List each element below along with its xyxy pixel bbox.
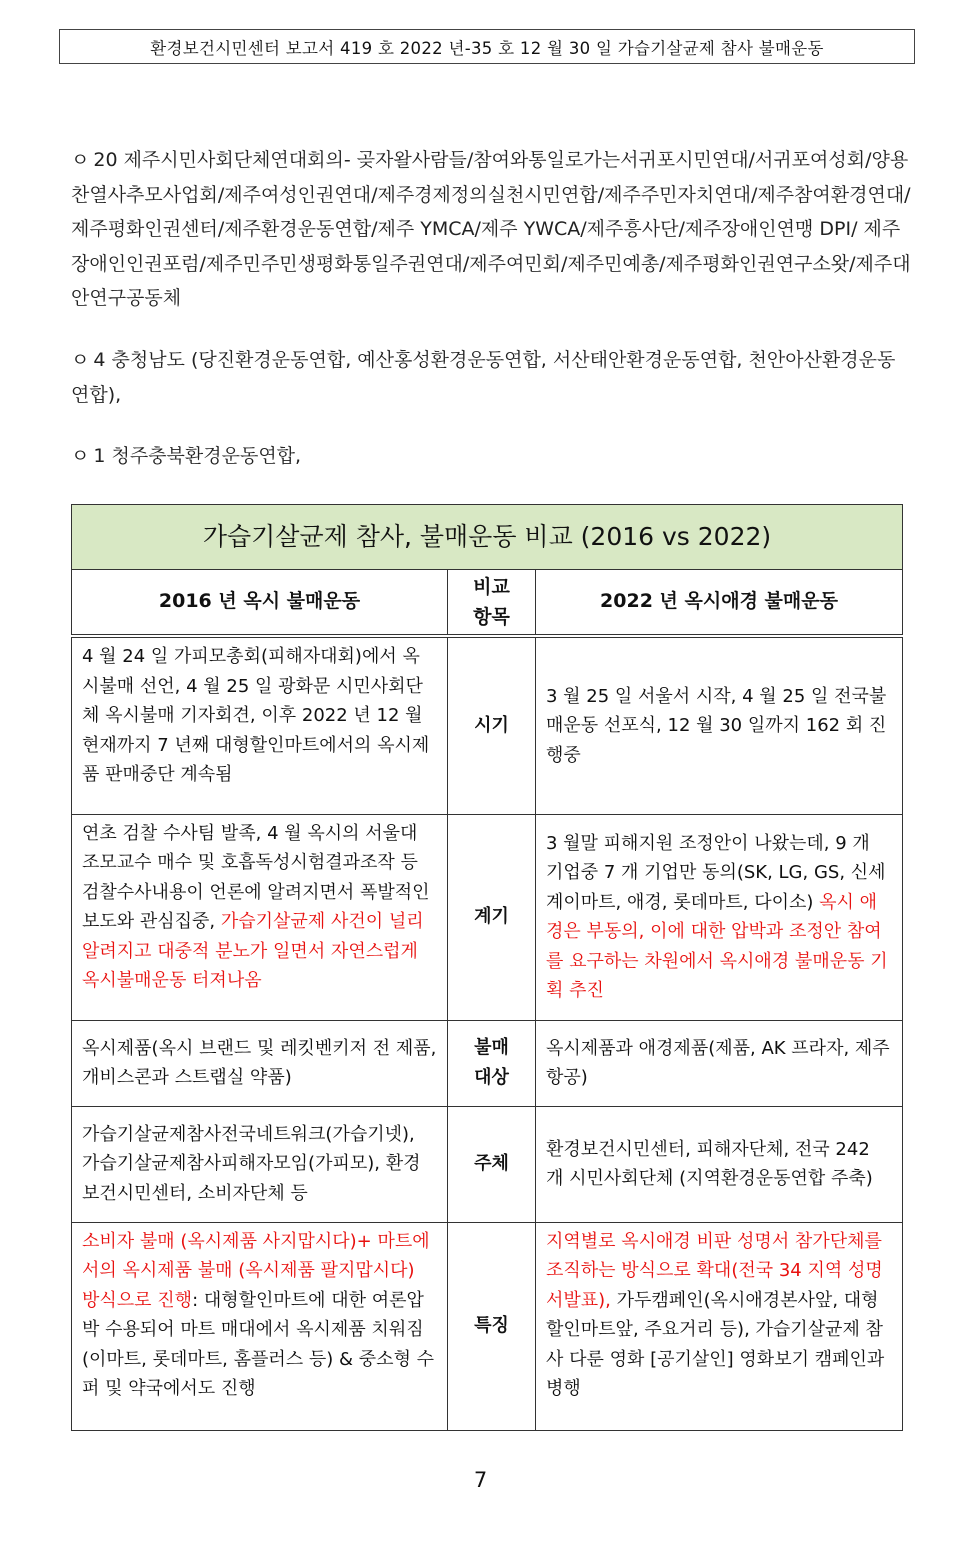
table-row — [72, 814, 903, 1020]
cell-text: 가두캠페인(옥시애경본사앞, 대형할인마트앞, 주요거리 등), 가습기살균제 참사 다룬 영화 [공기살인] 영화보기 캠페인과 병행 — [546, 1289, 885, 1399]
comparison-table — [71, 504, 903, 1431]
cell-2016-actor: 가습기살균제참사전국네트워크(가습기넷), 가습기살균제참사피해자모임(가피모), 환경보건시민센터, 소비자단체 등 — [72, 1106, 448, 1222]
cell-text-highlight: 옥시 애경은 부동의, 이에 대한 압박과 조정안 참여를 요구하는 차원에서 옥시애경 불매운동 기획 추진 — [546, 891, 888, 1001]
table-row — [72, 1106, 903, 1222]
bullet: ㅇ — [71, 445, 90, 467]
cell-text-highlight: 소비자 불매 (옥시제품 사지맙시다)+ 마트에서의 옥시제품 불매 (옥시제품 팔지맙시다) 방식으로 진행 — [82, 1230, 430, 1311]
table-row — [72, 1222, 903, 1430]
table-header-row — [72, 570, 903, 637]
cell-2022-period: 3 월 25 일 서울서 시작, 4 월 25 일 전국불매운동 선포식, 12 월 30 일까지 162 회 진행중 — [536, 636, 903, 814]
cell-text: 3 월말 피해지원 조정안이 나왔는데, 9 개 기업중 7 개 기업만 동의(SK, LG, GS, 신세계이마트, 애경, 롯데마트, 다이소) — [546, 832, 886, 913]
cell-item-line2: 대상 — [474, 1067, 509, 1088]
cell-item-feature: 특징 — [448, 1222, 536, 1430]
table-row — [72, 636, 903, 814]
header-2016: 2016 년 옥시 불매운동 — [72, 570, 448, 637]
cell-text: 연초 검찰 수사팀 발족, 4 월 옥시의 서울대 조모교수 매수 및 호흡독성시험결과조작 등 검찰수사내용이 언론에 알려지면서 폭발적인 보도와 관심집중, — [82, 822, 430, 932]
header-compare-line2: 항목 — [473, 606, 510, 628]
page-number: 7 — [473, 1468, 488, 1492]
cell-2022-feature — [536, 1222, 903, 1430]
header-2022: 2022 년 옥시애경 불매운동 — [536, 570, 903, 637]
header-compare-line1: 비교 — [473, 576, 510, 598]
cell-text: : 대형할인마트에 대한 여론압박 수용되어 마트 매대에서 옥시제품 치워짐(이마트, 롯데마트, 홈플러스 등) & 중소형 수퍼 및 약국에서도 진행 — [82, 1289, 435, 1399]
paragraph-text: 20 제주시민사회단체연대회의- 곶자왈사람들/참여와통일로가는서귀포시민연대/서귀포여성회/양용찬열사추모사업회/제주여성인권연대/제주경제정의실천시민연합/제주주민자치연대/제주참여환경연대/제주평화인권센터/제주환경운동연합/제주 YMCA/제주 YWCA/제주흥사단/제주장애인연맹 DPI/ 제주장애인인권포럼/제주민주민생평화통일주권연대/제주여민회/제주민예총/제주평화인권연구소왓/제주대안연구공동체 — [71, 149, 911, 309]
cell-item-actor: 주체 — [448, 1106, 536, 1222]
cell-item-period: 시기 — [448, 636, 536, 814]
paragraph-chungnam — [71, 343, 911, 412]
cell-text-highlight: 가습기살균제 사건이 널리 알려지고 대중적 분노가 일면서 자연스럽게 옥시불매운동 터져나옴 — [82, 911, 424, 991]
cell-2016-period: 4 월 24 일 가피모총회(피해자대회)에서 옥시불매 선언, 4 월 25 일 광화문 시민사회단체 옥시불매 기자회견, 이후 2022 년 12 월 현재까지 7 년째 대형할인마트에서의 옥시제품 판매중단 계속됨 — [72, 636, 448, 814]
report-header: 환경보건시민센터 보고서 419 호 2022 년-35 호 12 월 30 일 가습기살균제 참사 불매운동 — [59, 29, 915, 64]
paragraph-jeju — [71, 143, 911, 316]
bullet: ㅇ — [71, 149, 90, 171]
cell-item-line1: 불매 — [474, 1037, 509, 1058]
header-compare-item — [448, 570, 536, 637]
cell-2022-trigger — [536, 814, 903, 1020]
cell-text-highlight: 지역별로 옥시애경 비판 성명서 참가단체를 조직하는 방식으로 확대(전국 34 지역 성명서발표), — [546, 1230, 883, 1311]
cell-2016-trigger — [72, 814, 448, 1020]
paragraph-text: 4 충청남도 (당진환경운동연합, 예산홍성환경운동연합, 서산태안환경운동연합, 천안아산환경운동연합), — [71, 349, 896, 406]
cell-2022-target: 옥시제품과 애경제품(제품, AK 프라자, 제주항공) — [536, 1020, 903, 1106]
paragraph-text: 1 청주충북환경운동연합, — [93, 445, 302, 467]
paragraph-chungbuk — [71, 439, 911, 474]
cell-2016-feature — [72, 1222, 448, 1430]
bullet: ㅇ — [71, 349, 90, 371]
table-row — [72, 1020, 903, 1106]
cell-2022-actor: 환경보건시민센터, 피해자단체, 전국 242 개 시민사회단체 (지역환경운동연합 주축) — [536, 1106, 903, 1222]
cell-item-trigger: 계기 — [448, 814, 536, 1020]
cell-2016-target: 옥시제품(옥시 브랜드 및 레킷벤키저 전 제품, 개비스콘과 스트랩실 약품) — [72, 1020, 448, 1106]
cell-item-target — [448, 1020, 536, 1106]
table-title-row — [72, 505, 903, 570]
table-title: 가습기살균제 참사, 불매운동 비교 (2016 vs 2022) — [72, 505, 903, 570]
